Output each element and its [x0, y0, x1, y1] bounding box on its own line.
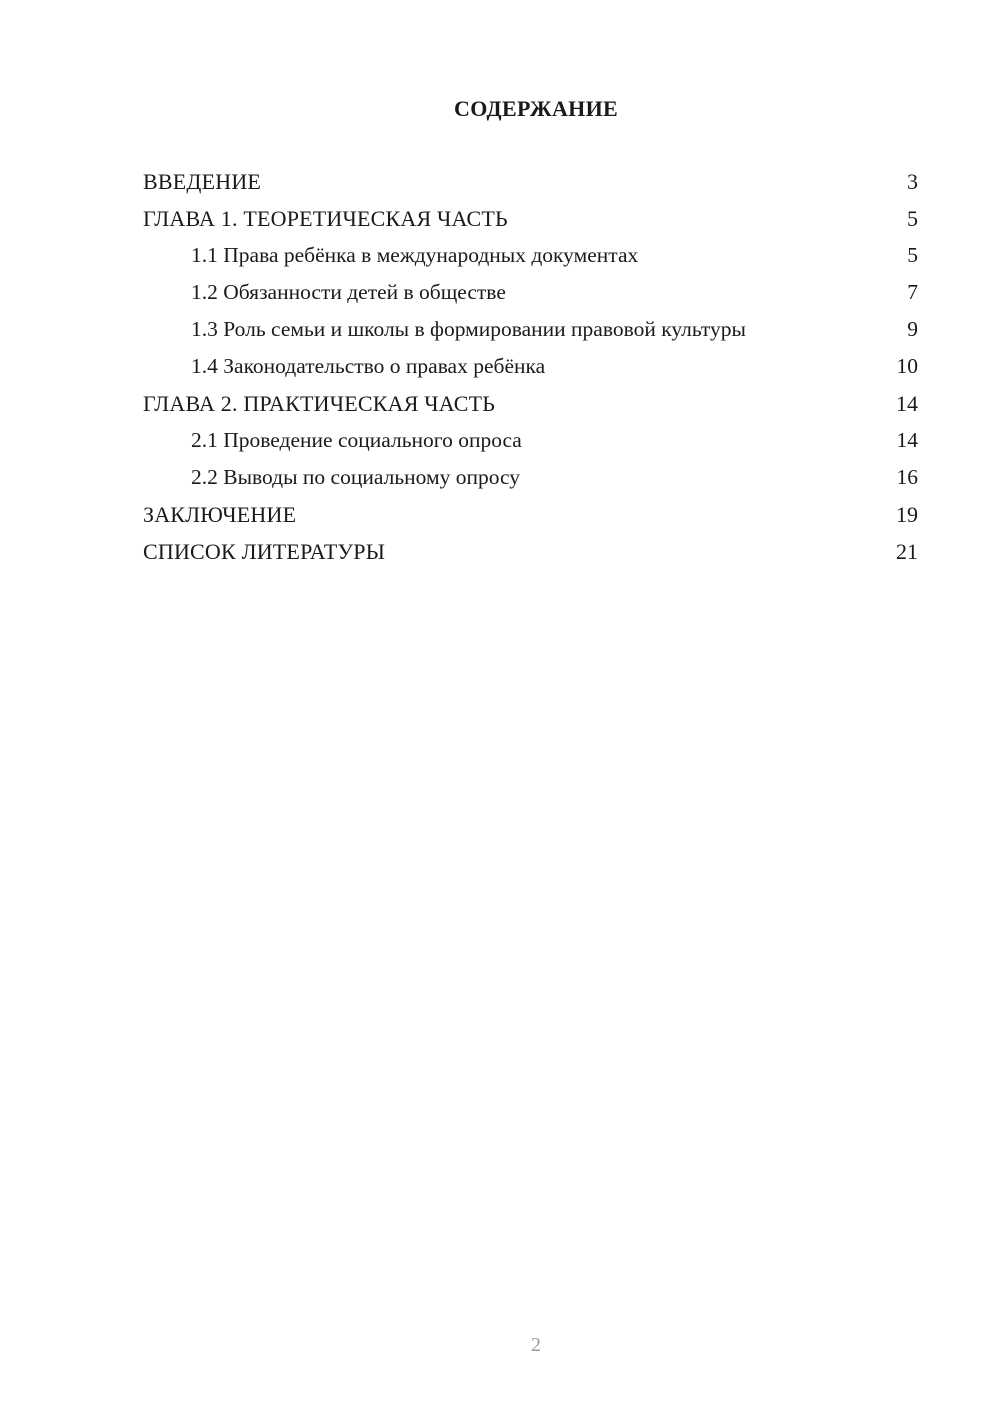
page-number: 2 [531, 1334, 541, 1356]
toc-entry-section-2-1[interactable] [143, 427, 918, 454]
toc-entry-page: 3 [907, 169, 918, 194]
toc-entry-section-1-1[interactable] [143, 242, 918, 269]
toc-entry-page: 5 [907, 206, 918, 231]
toc-entry-label: ГЛАВА 2. ПРАКТИЧЕСКАЯ ЧАСТЬ [143, 391, 496, 416]
toc-entry-page: 16 [896, 465, 918, 489]
table-of-contents [143, 168, 918, 575]
toc-entry-bibliography[interactable] [143, 538, 918, 565]
toc-entry-page: 10 [896, 354, 918, 378]
toc-entry-label: ВВЕДЕНИЕ [143, 169, 262, 194]
page-title: СОДЕРЖАНИЕ [454, 96, 618, 121]
toc-entry-label: 1.1 Права ребёнка в международных документах [191, 243, 639, 267]
toc-entry-section-1-4[interactable] [143, 353, 918, 380]
toc-entry-label: 2.2 Выводы по социальному опросу [191, 465, 521, 489]
toc-entry-label: 1.3 Роль семьи и школы в формировании правовой культуры [191, 317, 746, 341]
toc-entry-introduction[interactable] [143, 168, 918, 195]
toc-entry-conclusion[interactable] [143, 501, 918, 528]
toc-entry-page: 14 [896, 428, 918, 452]
toc-entry-page: 19 [896, 502, 918, 527]
toc-entry-page: 5 [907, 243, 918, 267]
toc-entry-label: 1.2 Обязанности детей в обществе [191, 280, 506, 304]
toc-entry-label: 2.1 Проведение социального опроса [191, 428, 522, 452]
toc-entry-chapter-2[interactable] [143, 390, 918, 417]
toc-entry-section-2-2[interactable] [143, 464, 918, 491]
toc-entry-label: 1.4 Законодательство о правах ребёнка [191, 354, 546, 378]
toc-entry-label: ЗАКЛЮЧЕНИЕ [143, 502, 297, 527]
toc-entry-label: СПИСОК ЛИТЕРАТУРЫ [143, 539, 386, 564]
toc-entry-section-1-2[interactable] [143, 279, 918, 306]
toc-entry-label: ГЛАВА 1. ТЕОРЕТИЧЕСКАЯ ЧАСТЬ [143, 206, 508, 231]
toc-entry-chapter-1[interactable] [143, 205, 918, 232]
toc-entry-page: 14 [896, 391, 918, 416]
toc-entry-page: 7 [907, 280, 918, 304]
toc-entry-page: 21 [896, 539, 918, 564]
toc-entry-section-1-3[interactable] [143, 316, 918, 343]
toc-entry-page: 9 [907, 317, 918, 341]
